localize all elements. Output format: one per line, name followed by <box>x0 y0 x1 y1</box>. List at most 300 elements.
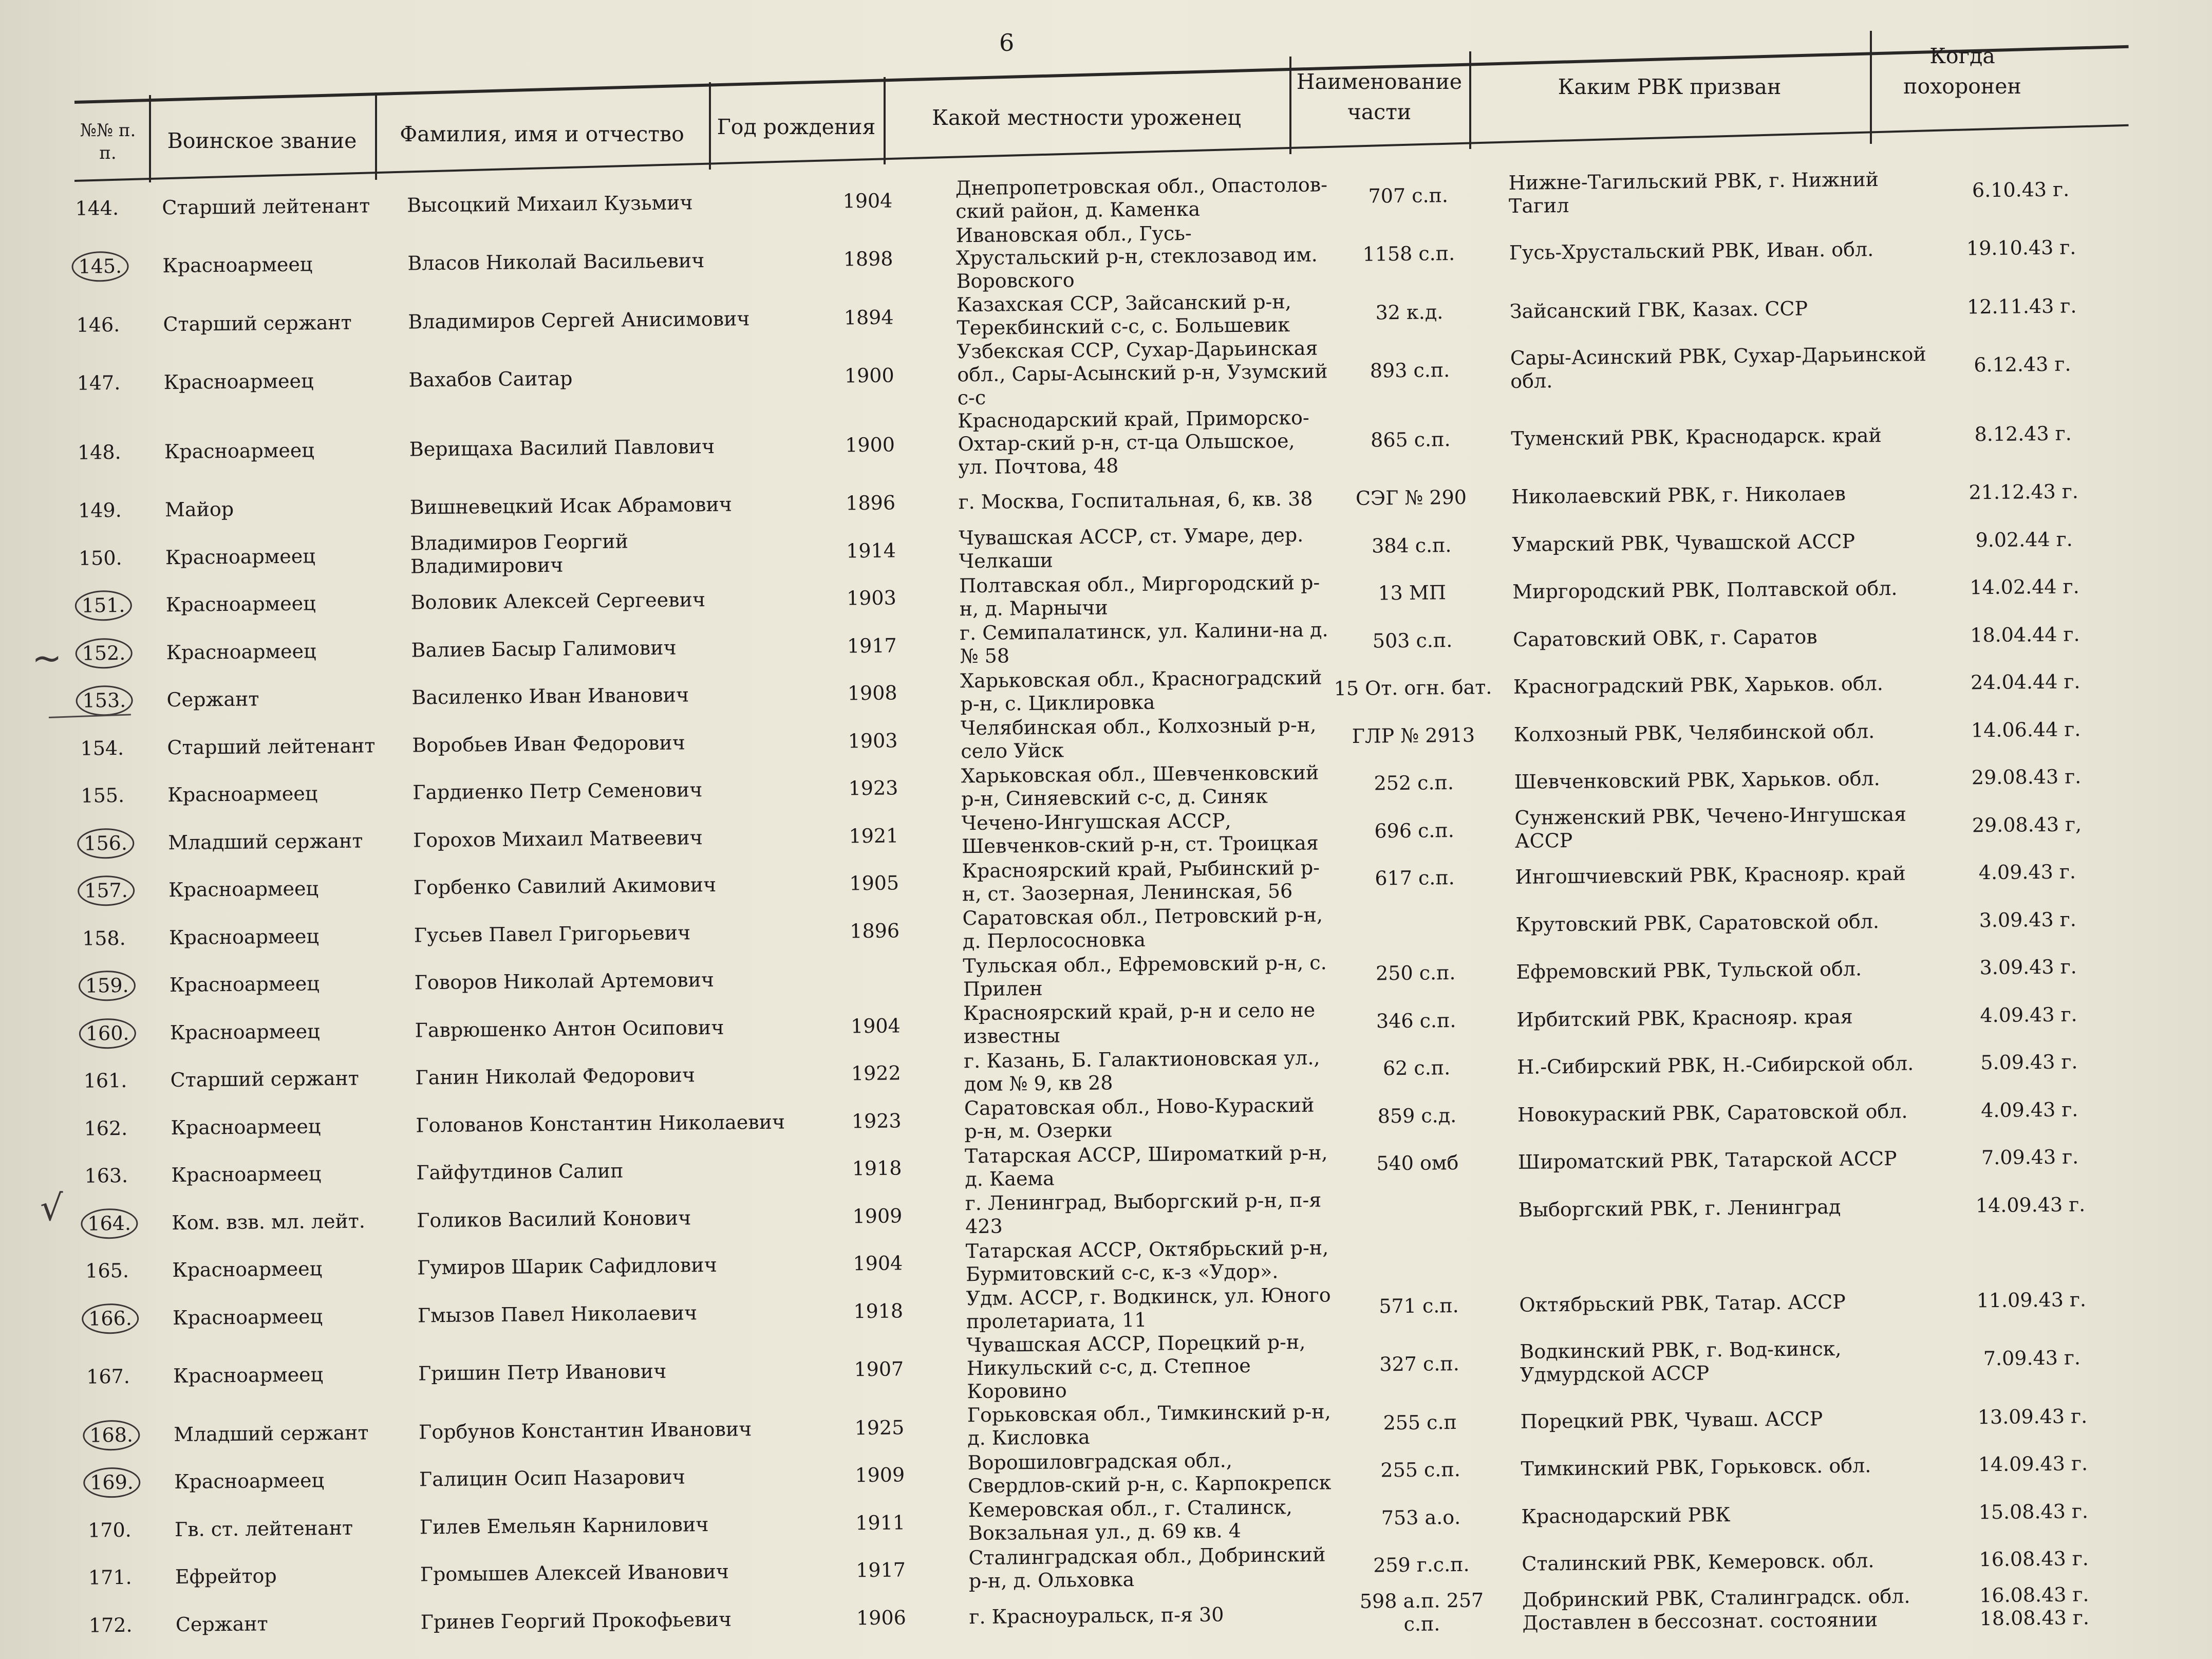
row-number: 158. <box>82 926 126 950</box>
birth-year: 1906 <box>856 1606 907 1630</box>
row-number-cell <box>62 184 162 232</box>
birth-year: 1909 <box>852 1204 903 1228</box>
row-number: 154. <box>80 736 124 760</box>
full-name: Вахабов Саитар <box>408 367 573 392</box>
conscription-office-cell <box>1500 1442 1937 1494</box>
birth-year: 1904 <box>850 1014 901 1038</box>
full-name: Власов Николай Васильевич <box>407 249 705 275</box>
full-name: Гайфутдинов Салип <box>416 1159 624 1184</box>
burial-date-cell <box>1933 990 2125 1039</box>
row-number: 157. <box>78 875 135 906</box>
handwritten-checkmark: √ <box>40 1187 63 1229</box>
conscription-office: Н.-Сибирский РВК, Н.-Сибирской обл. <box>1516 1052 1914 1079</box>
birth-year: 1909 <box>855 1463 905 1487</box>
row-number: 155. <box>81 784 125 807</box>
military-unit-cell <box>1342 1588 1502 1637</box>
header-birth-year: Год рождения <box>717 115 876 139</box>
military-unit-cell <box>1335 854 1495 903</box>
conscription-office-cell <box>1502 1584 1939 1636</box>
birthplace-cell <box>967 1447 1341 1498</box>
row-number: 145. <box>71 251 128 282</box>
conscription-office-cell <box>1501 1537 1938 1589</box>
birthplace-cell <box>962 855 1335 906</box>
full-name-cell <box>418 1336 791 1408</box>
conscription-office-cell <box>1498 1230 1935 1282</box>
birthplace: Узбекская ССР, Сухар-Дарьинская обл., Сары-Асынский р-н, Узумский с-с <box>957 337 1328 409</box>
full-name: Верищаха Василий Павлович <box>409 435 715 461</box>
header-burial-date: Когда похоронен <box>1903 44 2021 99</box>
military-unit-cell <box>1336 949 1496 998</box>
military-unit: ГЛР № 2913 <box>1352 723 1475 748</box>
birthplace: Сталинградская обл., Добринский р-н, д. Ольховка <box>968 1543 1326 1592</box>
birthplace-cell <box>964 1093 1338 1144</box>
birth-year: 1914 <box>846 539 896 563</box>
military-unit-cell <box>1337 1044 1497 1093</box>
birth-year-cell <box>785 716 961 766</box>
military-rank-cell <box>175 1503 420 1553</box>
conscription-office: Сталинский РВК, Кемеровск. обл. <box>1522 1549 1874 1576</box>
full-name: Гусьев Павел Григорьевич <box>414 921 691 947</box>
full-name-cell <box>419 1405 792 1456</box>
burial-date-cell <box>1934 1085 2126 1134</box>
burial-date: 4.09.43 г. <box>1981 1098 2078 1122</box>
military-unit-cell <box>1330 404 1491 475</box>
military-unit-cell <box>1340 1398 1500 1447</box>
conscription-office-cell <box>1492 565 1929 617</box>
military-rank-cell <box>174 1456 420 1506</box>
conscription-office-cell <box>1491 470 1928 521</box>
full-name-cell <box>419 1452 793 1503</box>
row-number: 148. <box>77 440 121 464</box>
row-number-cell <box>68 819 168 867</box>
birthplace-cell <box>965 1236 1339 1287</box>
row-number-cell <box>75 1553 176 1601</box>
header-divider <box>149 95 151 182</box>
birth-year-cell <box>790 1239 966 1289</box>
birth-year: 1903 <box>846 586 897 610</box>
birth-year: 1904 <box>853 1252 903 1275</box>
birth-year: 1911 <box>855 1511 906 1535</box>
birthplace-cell <box>965 1188 1339 1239</box>
birthplace-cell <box>956 220 1329 293</box>
row-number-cell <box>70 1104 171 1152</box>
birthplace-cell <box>961 760 1335 811</box>
birthplace: Саратовская обл., Ново-Кураский р-н, м. Озерки <box>964 1094 1315 1143</box>
conscription-office-cell <box>1493 755 1930 807</box>
military-unit: 346 с.п. <box>1376 1009 1456 1033</box>
birthplace-cell <box>960 618 1333 668</box>
row-number-cell <box>71 1199 172 1247</box>
burial-date-cell <box>1927 399 2120 470</box>
conscription-office: Добринский РВК, Сталинградск. обл. Доставлен в бессознат. состоянии <box>1522 1585 1910 1635</box>
full-name-cell <box>412 718 785 769</box>
burial-date: 14.09.43 г. <box>1975 1193 2086 1217</box>
birthplace: г. Москва, Госпитальная, 6, кв. 38 <box>958 487 1313 514</box>
birthplace: Чувашская АССР, ст. Умаре, дер. Челкаши <box>959 524 1304 573</box>
row-number: 153. <box>76 685 133 716</box>
conscription-office: Нижне-Тагильский РВК, г. Нижний Тагил <box>1508 168 1879 218</box>
birth-year: 1894 <box>843 306 894 329</box>
burial-records-table <box>62 165 2130 1650</box>
row-number: 170. <box>87 1518 132 1542</box>
birthplace: Днепропетровская обл., Опастолов-ский район, д. Каменка <box>955 173 1328 223</box>
military-rank-cell <box>175 1551 420 1601</box>
military-unit: 1158 с.п. <box>1362 242 1455 266</box>
military-rank: Старший лейтенант <box>162 194 370 219</box>
military-rank-cell <box>172 1244 418 1294</box>
birth-year-cell <box>785 764 961 813</box>
birthplace: г. Семипалатинск, ул. Калини-на д. № 58 <box>959 618 1328 668</box>
row-number-cell <box>67 724 167 772</box>
burial-date-cell <box>1926 329 2119 400</box>
conscription-office-cell <box>1501 1489 1938 1541</box>
birth-year-cell <box>791 1403 967 1452</box>
row-number: 172. <box>88 1613 133 1637</box>
military-rank: Красноармеец <box>163 369 314 394</box>
header-birthplace: Какой местности уроженец <box>932 105 1241 130</box>
military-rank-cell <box>167 721 413 771</box>
birthplace: Удм. АССР, г. Водкинск, ул. Юного пролетариата, 11 <box>966 1283 1331 1333</box>
military-rank: Майор <box>164 498 234 521</box>
birthplace: г. Красноуральск, п-я 30 <box>969 1603 1224 1628</box>
military-unit-cell <box>1338 1234 1498 1283</box>
row-number-cell <box>69 1009 170 1057</box>
military-rank-cell <box>163 299 408 348</box>
military-rank-cell <box>170 1006 415 1056</box>
birthplace-cell <box>963 950 1336 1001</box>
conscription-office-cell <box>1488 215 1925 288</box>
page-number: 6 <box>999 29 1015 57</box>
military-rank-cell <box>171 1149 417 1199</box>
burial-date: 7.09.43 г. <box>1983 1346 2081 1370</box>
military-rank: Ком. взв. мл. лейт. <box>172 1209 366 1234</box>
military-rank-cell <box>171 1102 416 1151</box>
military-rank-cell <box>172 1197 417 1246</box>
conscription-office-cell <box>1495 945 1933 997</box>
military-unit-cell <box>1341 1541 1502 1590</box>
row-number-cell <box>67 772 168 820</box>
conscription-office: Новокураский РВК, Саратовской обл. <box>1517 1099 1908 1126</box>
full-name-cell <box>419 1500 793 1551</box>
conscription-office-cell <box>1496 992 1933 1044</box>
military-unit-cell <box>1328 171 1488 220</box>
military-unit: 255 с.п. <box>1380 1458 1461 1482</box>
full-name: Вишневецкий Исак Абрамович <box>409 493 733 519</box>
military-unit-cell <box>1331 474 1491 523</box>
birthplace-cell <box>966 1283 1339 1334</box>
conscription-office: Водкинский РВК, г. Вод-кинск, Удмурдской АССР <box>1520 1337 1842 1386</box>
conscription-office: Шевченковский РВК, Харьков. обл. <box>1514 767 1880 794</box>
burial-date-cell <box>1936 1323 2128 1394</box>
military-rank-cell <box>173 1339 419 1411</box>
birthplace-cell <box>957 289 1330 340</box>
birthplace-cell <box>958 475 1332 526</box>
conscription-office-cell <box>1496 1040 1934 1092</box>
birth-year: 1923 <box>848 776 898 800</box>
military-rank: Младший сержант <box>167 829 363 854</box>
burial-date-cell <box>1930 705 2122 755</box>
conscription-office: Николаевский РВК, г. Николаев <box>1511 482 1846 509</box>
burial-date: 3.09.43 г. <box>1979 908 2077 932</box>
military-rank: Красноармеец <box>169 972 320 997</box>
row-number-cell <box>69 914 170 962</box>
birthplace-cell <box>962 808 1335 859</box>
full-name-cell <box>417 1193 790 1244</box>
conscription-office: Миргородский РВК, Полтавской обл. <box>1512 577 1898 604</box>
conscription-office: Саратовский ОВК, г. Саратов <box>1512 625 1817 651</box>
birthplace: Краснодарский край, Приморско-Охтар-ский р-н, ст-ца Ольшское, ул. Почтова, 48 <box>957 406 1309 478</box>
birthplace-cell <box>959 570 1333 621</box>
burial-date: 13.09.43 г. <box>1977 1405 2088 1429</box>
burial-date: 18.04.44 г. <box>1970 623 2080 647</box>
birthplace-cell <box>960 665 1334 716</box>
conscription-office-cell <box>1497 1087 1934 1139</box>
military-unit: 540 омб <box>1376 1151 1459 1175</box>
row-number-cell <box>68 867 169 915</box>
military-rank: Красноармеец <box>167 782 318 807</box>
birth-year: 1896 <box>846 491 896 515</box>
burial-date-cell <box>1930 753 2122 802</box>
birth-year-cell <box>787 954 963 1003</box>
row-number: 167. <box>86 1365 130 1388</box>
military-rank: Красноармеец <box>171 1162 322 1187</box>
conscription-office: Колхозный РВК, Челябинской обл. <box>1513 719 1875 746</box>
header-divider <box>709 82 711 170</box>
military-unit: 598 а.п. 257 с.п. <box>1359 1589 1484 1636</box>
burial-date: 14.09.43 г. <box>1978 1452 2088 1476</box>
row-number-cell <box>63 348 164 418</box>
birthplace: Красноярский край, р-н и село не известны <box>963 999 1316 1048</box>
military-rank: Красноармеец <box>162 253 313 277</box>
conscription-office-cell <box>1490 400 1927 474</box>
burial-date-cell <box>1933 1038 2125 1087</box>
conscription-office-cell <box>1492 612 1929 664</box>
burial-date: 21.12.43 г. <box>1969 480 2079 504</box>
birthplace-cell <box>962 903 1336 954</box>
row-number: 159. <box>79 971 136 1001</box>
military-unit: 384 с.п. <box>1371 533 1452 557</box>
military-unit-cell <box>1337 1139 1497 1188</box>
birthplace: Красноярский край, Рыбинский р-н, ст. Заозерная, Ленинская, 56 <box>962 856 1320 905</box>
burial-date: 8.12.43 г. <box>1974 422 2072 446</box>
full-name-cell <box>407 178 780 229</box>
conscription-office-cell <box>1497 1135 1934 1187</box>
birth-year: 1900 <box>844 364 894 387</box>
birthplace: Тульская обл., Ефремовский р-н, с. Прилен <box>963 951 1327 1000</box>
military-unit-cell <box>1328 219 1489 289</box>
row-number-cell <box>73 1341 174 1411</box>
row-number: 168. <box>83 1420 140 1450</box>
military-unit: 15 От. огн. бат. <box>1334 676 1492 700</box>
military-unit-cell <box>1341 1493 1501 1542</box>
military-rank-cell <box>162 182 407 232</box>
birth-year: 1923 <box>851 1109 902 1133</box>
birth-year-cell <box>783 526 959 575</box>
birth-year-cell <box>783 574 960 623</box>
military-unit-cell <box>1329 335 1490 406</box>
birth-year-cell <box>781 341 958 412</box>
military-rank: Красноармеец <box>172 1257 323 1282</box>
military-rank: Сержант <box>175 1612 268 1636</box>
full-name-cell <box>410 528 783 579</box>
burial-date-cell <box>1929 610 2121 660</box>
burial-date-cell <box>1925 213 2117 284</box>
military-rank-cell <box>169 911 415 961</box>
military-unit: 503 с.п. <box>1372 628 1453 653</box>
military-rank-cell <box>168 816 414 866</box>
military-rank: Сержант <box>166 687 259 712</box>
military-unit: 707 с.п. <box>1368 183 1449 208</box>
header-number: №№ п. п. <box>80 120 136 164</box>
burial-date-cell <box>1925 165 2117 215</box>
full-name-cell <box>415 1051 789 1102</box>
military-unit: 865 с.п. <box>1370 427 1451 452</box>
birthplace: Саратовская обл., Петровский р-н, д. Перлососновка <box>962 903 1323 953</box>
burial-date: 29.08.43 г, <box>1972 813 2082 837</box>
burial-date: 14.02.44 г. <box>1970 575 2079 599</box>
full-name-cell <box>408 342 782 415</box>
row-number-cell <box>65 534 166 582</box>
birthplace-cell <box>965 1141 1338 1191</box>
military-unit-cell <box>1339 1281 1499 1330</box>
full-name: Галицин Осип Назарович <box>419 1465 686 1491</box>
birth-year-cell <box>784 669 961 718</box>
row-number: 149. <box>78 499 122 523</box>
birthplace: Харьковская обл., Красноградский р-н, с. Циклировка <box>960 666 1322 715</box>
birthplace: Чечено-Ингушская АССР, Шевченков-ский р-н, ст. Троицкая <box>961 809 1319 858</box>
birth-year: 1922 <box>851 1061 901 1085</box>
conscription-office: Сунженский РВК, Чечено-Ингушская АССР <box>1514 803 1907 853</box>
military-unit: СЭГ № 290 <box>1355 486 1467 510</box>
burial-date-cell <box>1938 1582 2130 1631</box>
conscription-office: Туменский РВК, Краснодарск. край <box>1511 423 1882 450</box>
birthplace: Ворошиловградская обл., Свердлов-ский р-н, с. Карпокрепск <box>967 1449 1332 1497</box>
military-rank: Красноармеец <box>174 1469 325 1494</box>
military-unit-cell <box>1332 521 1492 570</box>
birth-year-cell <box>791 1334 967 1405</box>
birthplace: Татарская АССР, Октябрьский р-н, Бурмитовский с-с, к-з «Удор». <box>965 1236 1329 1285</box>
handwritten-mark: ~ <box>32 637 62 679</box>
conscription-office: Крутовский РВК, Саратовской обл. <box>1515 909 1880 936</box>
burial-date-cell <box>1931 848 2123 897</box>
military-unit: 250 с.п. <box>1375 961 1456 985</box>
birthplace-cell <box>957 337 1330 409</box>
burial-date-cell <box>1937 1487 2129 1536</box>
row-number: 160. <box>79 1018 136 1049</box>
full-name: Валиев Басыр Галимович <box>411 636 677 662</box>
full-name: Гмызов Павел Николаевич <box>417 1301 698 1327</box>
military-unit-cell <box>1340 1446 1501 1495</box>
row-number: 171. <box>88 1566 132 1589</box>
conscription-office: Ирбитский РВК, Краснояр. края <box>1516 1005 1853 1031</box>
header-conscription-office: Каким РВК призван <box>1558 74 1782 99</box>
conscription-office: Ингошчиевский РВК, Краснояр. край <box>1515 862 1906 889</box>
military-rank: Гв. ст. лейтенант <box>174 1516 353 1541</box>
conscription-office: Красноградский РВК, Харьков. обл. <box>1513 672 1884 699</box>
birth-year: 1898 <box>843 247 893 271</box>
military-unit-cell <box>1329 288 1490 337</box>
burial-date: 6.12.43 г. <box>1974 352 2071 377</box>
burial-date: 4.09.43 г. <box>1980 1003 2077 1027</box>
burial-date: 3.09.43 г. <box>1979 955 2077 979</box>
military-rank-cell <box>173 1292 418 1341</box>
full-name: Гумиров Шарик Сафидлович <box>417 1254 717 1279</box>
conscription-office: Порецкий РВК, Чуваш. АССР <box>1520 1407 1823 1433</box>
birthplace: Кемеровская обл., г. Сталинск, Вокзальная ул., д. 69 кв. 4 <box>968 1496 1292 1545</box>
military-unit: 255 с.п <box>1383 1410 1457 1434</box>
row-number-cell <box>75 1601 176 1649</box>
row-number-cell <box>71 1151 172 1200</box>
conscription-office: Ефремовский РВК, Тульской обл. <box>1516 957 1862 984</box>
birthplace: Горьковская обл., Тимкинский р-н, д. Кисловка <box>967 1400 1331 1450</box>
header-divider <box>1870 31 1872 144</box>
military-unit-cell <box>1333 616 1493 665</box>
military-rank: Красноармеец <box>171 1115 321 1139</box>
row-number: 152. <box>75 638 132 669</box>
conscription-office-cell <box>1497 1182 1935 1234</box>
conscription-office-cell <box>1493 707 1930 759</box>
conscription-office: Умарский РВК, Чувашской АССР <box>1512 530 1855 556</box>
military-rank: Красноармеец <box>170 1020 320 1044</box>
birth-year-cell <box>793 1546 969 1595</box>
full-name: Гардиенко Петр Семенович <box>413 778 703 804</box>
burial-date-cell <box>1934 1133 2126 1182</box>
full-name: Василенко Иван Иванович <box>411 683 689 709</box>
military-unit: 259 г.с.п. <box>1373 1553 1470 1577</box>
burial-date: 16.08.43 г. <box>1979 1547 2089 1571</box>
military-rank: Красноармеец <box>164 439 314 463</box>
birth-year-cell <box>785 811 962 861</box>
full-name-cell <box>408 295 781 346</box>
conscription-office-cell <box>1499 1325 1936 1399</box>
row-number-cell <box>65 487 165 535</box>
full-name-cell <box>417 1241 791 1292</box>
birthplace: Казахская ССР, Зайсанский р-н, Терекбинский с-с, с. Большевик <box>956 290 1291 340</box>
birthplace: Чувашская АССР, Порецкий р-н, Никульский с-с, д. Степное Коровино <box>966 1331 1306 1403</box>
military-unit: 859 с.д. <box>1377 1104 1457 1128</box>
birth-year: 1917 <box>847 634 897 658</box>
conscription-office: Зайсанский ГВК, Казах. ССР <box>1509 297 1808 323</box>
row-number-cell <box>70 1057 171 1105</box>
row-number-cell <box>63 301 163 349</box>
military-unit-cell <box>1334 806 1494 855</box>
burial-date: 5.09.43 г. <box>1980 1050 2078 1074</box>
row-number: 146. <box>76 313 120 337</box>
burial-date-cell <box>1936 1392 2128 1441</box>
burial-date: 24.04.44 г. <box>1970 670 2080 694</box>
military-unit: 13 МП <box>1378 581 1447 605</box>
header-name: Фамилия, имя и отчество <box>400 122 684 146</box>
military-rank-cell <box>163 346 409 417</box>
military-rank: Старший лейтенант <box>167 734 376 759</box>
burial-date: 12.11.43 г. <box>1966 294 2077 319</box>
full-name: Горохов Михаил Матвеевич <box>413 826 703 852</box>
row-number: 150. <box>78 546 122 570</box>
military-rank-cell <box>168 864 414 914</box>
row-number-cell <box>62 232 163 302</box>
birth-year: 1904 <box>842 189 893 213</box>
full-name-cell <box>407 226 781 298</box>
row-number-cell <box>74 1506 175 1554</box>
row-number: 164. <box>81 1208 138 1239</box>
military-rank: Старший сержант <box>170 1067 360 1092</box>
military-rank-cell <box>174 1408 419 1458</box>
military-rank: Ефрейтор <box>175 1564 277 1589</box>
burial-date-cell <box>1928 563 2121 612</box>
header-divider <box>375 92 377 180</box>
birthplace-cell <box>955 173 1329 223</box>
birth-year-cell <box>782 409 958 480</box>
